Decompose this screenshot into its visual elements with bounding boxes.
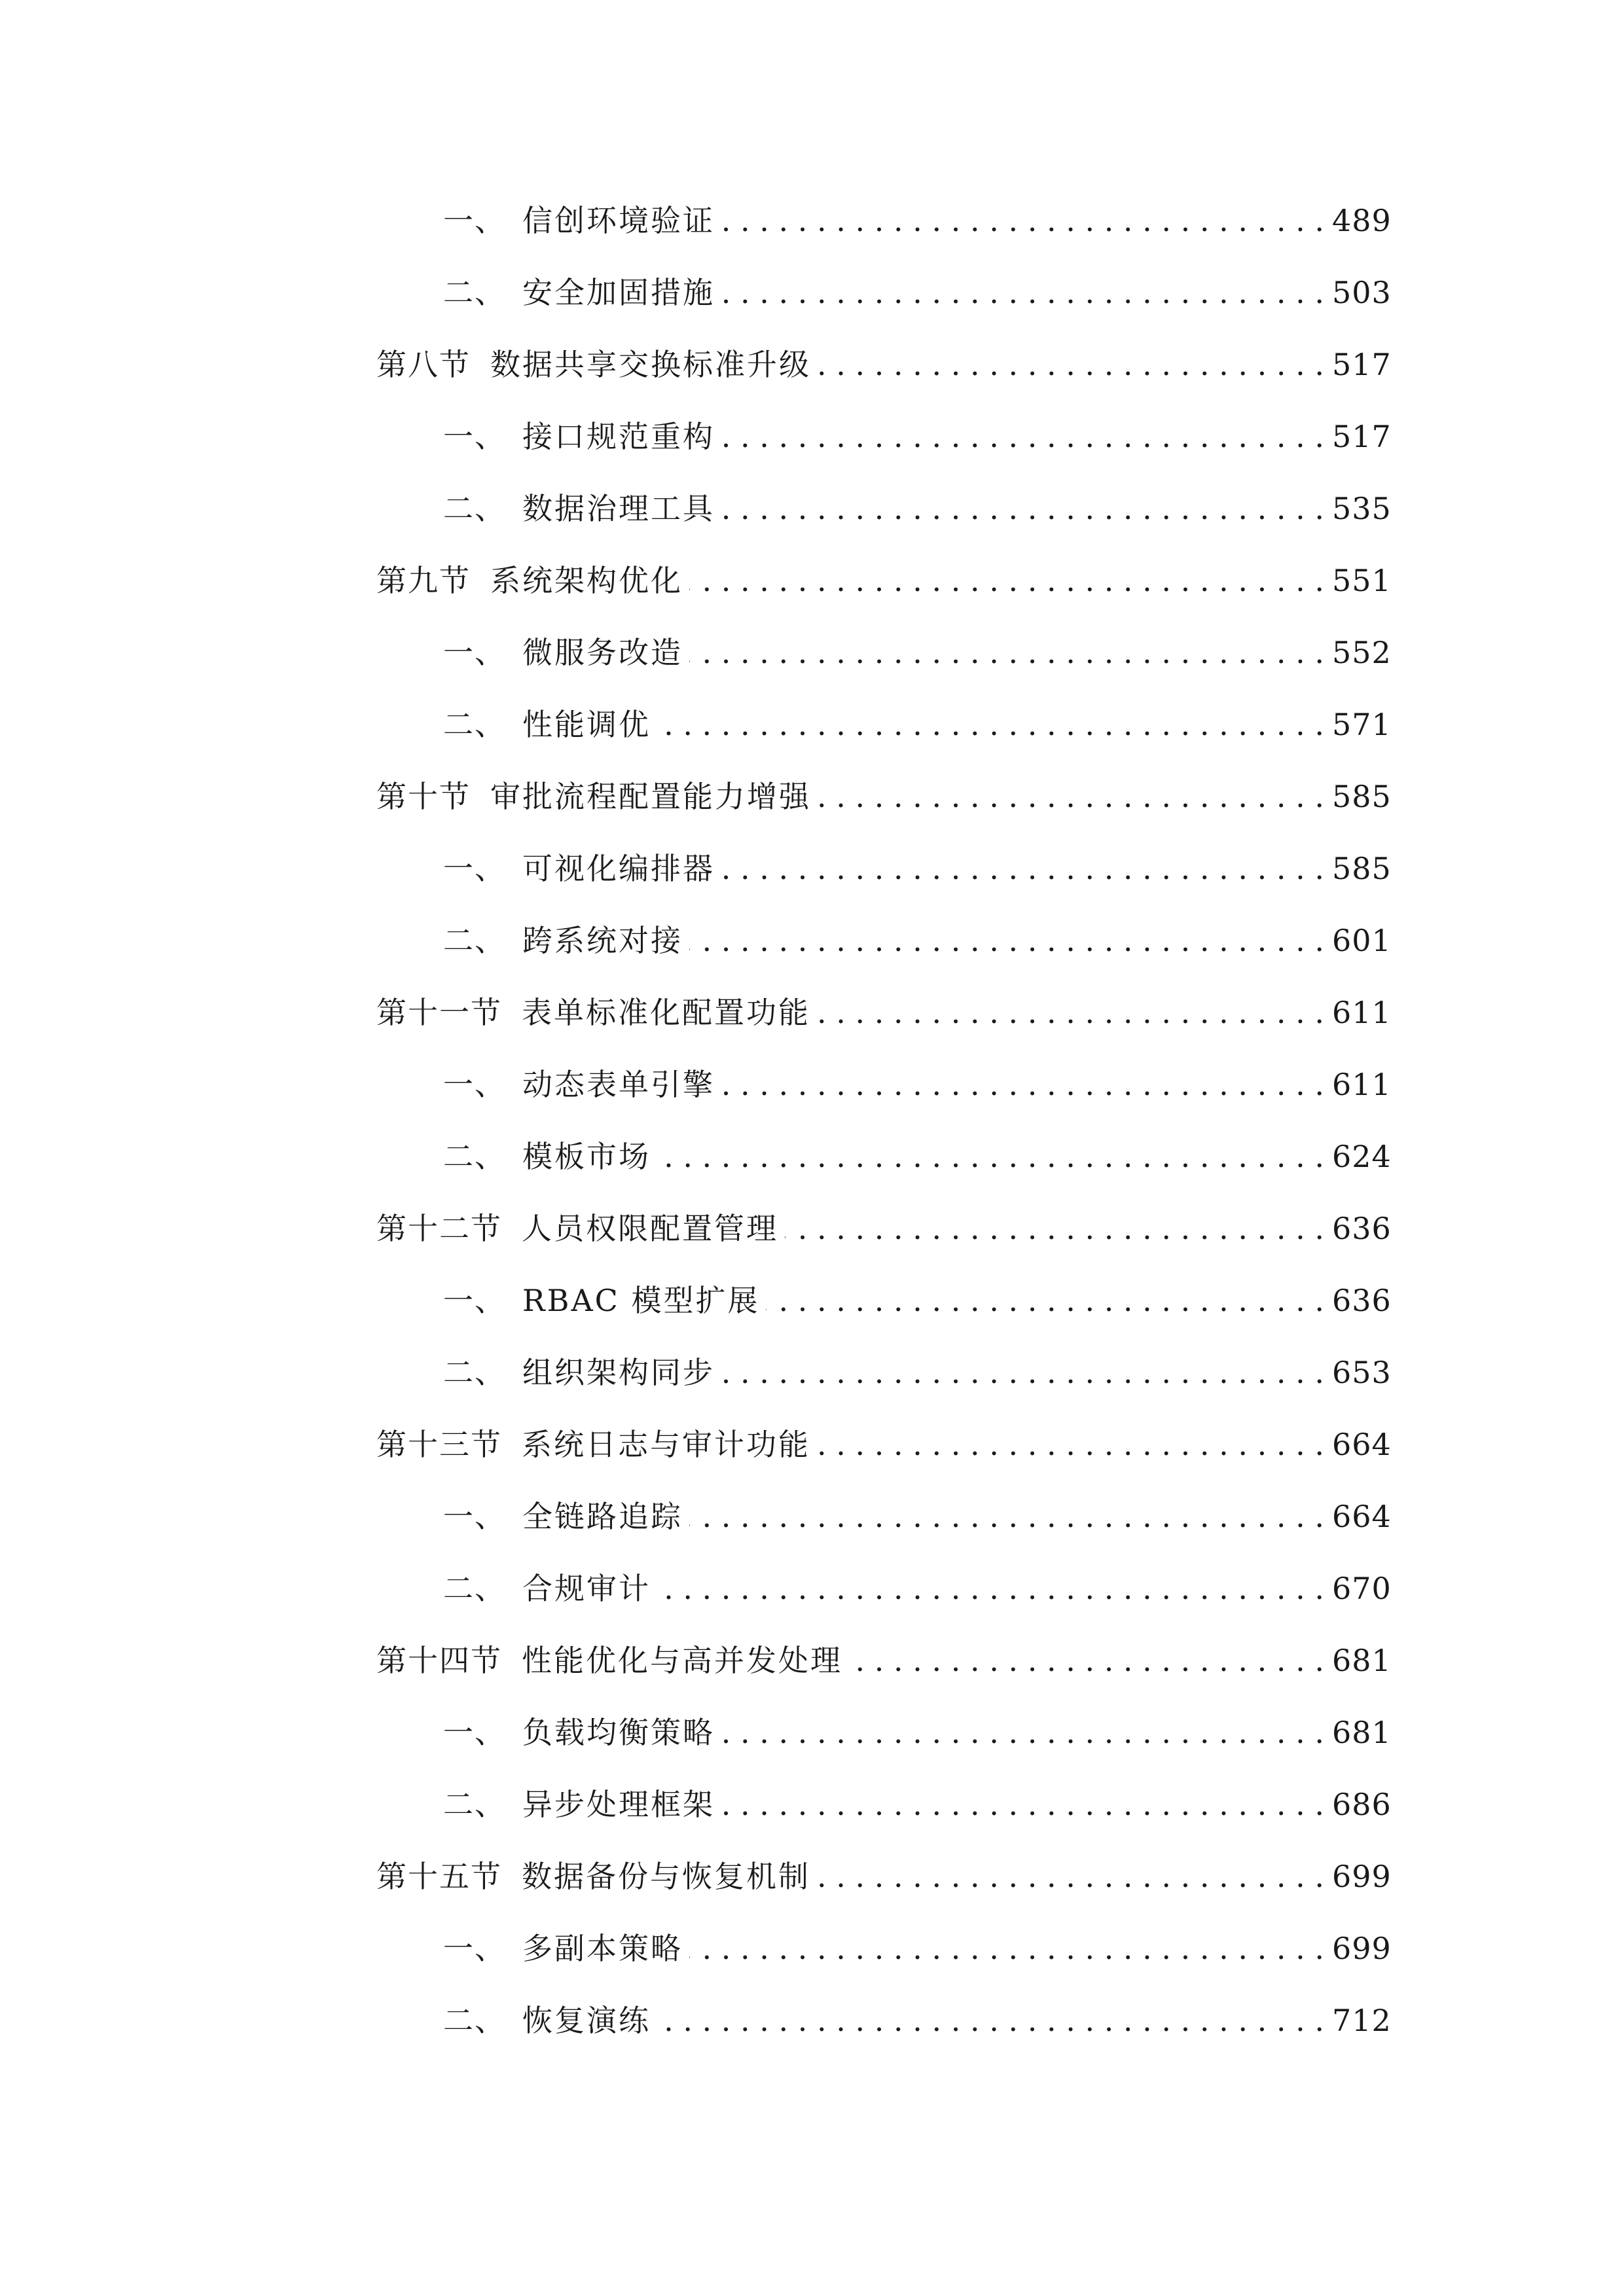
toc-section-entry[interactable]	[376, 1641, 1392, 1713]
toc-entry-number: 一、	[443, 419, 506, 454]
toc-entry-title: 恢复演练	[522, 2003, 651, 2038]
toc-entry-number: 一、	[443, 851, 506, 886]
toc-subsection-entry[interactable]	[376, 705, 1392, 777]
toc-entry-page-number: 670	[1332, 1571, 1392, 1606]
toc-entry-page-number: 681	[1332, 1643, 1392, 1678]
toc-dot-leader	[817, 993, 1324, 1032]
toc-entry-title: 模板市场	[522, 1139, 651, 1174]
toc-subsection-entry[interactable]	[376, 849, 1392, 921]
toc-dot-leader	[721, 1353, 1324, 1392]
toc-dot-leader	[721, 201, 1324, 240]
toc-subsection-entry[interactable]	[376, 489, 1392, 561]
toc-dot-leader	[721, 273, 1324, 312]
toc-entry-number: 一、	[443, 1499, 506, 1534]
toc-entry-page-number: 503	[1332, 275, 1392, 310]
toc-entry-page-number: 653	[1332, 1355, 1392, 1390]
toc-entry-title: 系统架构优化	[490, 563, 683, 598]
toc-entry-page-number: 517	[1332, 419, 1392, 454]
toc-entry-number: 第十二节	[376, 1211, 502, 1246]
toc-entry-number: 一、	[443, 1931, 506, 1966]
toc-entry-page-number: 611	[1332, 995, 1392, 1030]
toc-entry-title: 接口规范重构	[522, 419, 715, 454]
toc-entry-page-number: 571	[1332, 707, 1392, 742]
toc-subsection-entry[interactable]	[376, 2001, 1392, 2073]
toc-entry-title: 全链路追踪	[522, 1499, 683, 1534]
toc-dot-leader	[721, 1713, 1324, 1752]
toc-section-entry[interactable]	[376, 1857, 1392, 1929]
toc-entry-number: 二、	[443, 1139, 506, 1174]
toc-entry-page-number: 636	[1332, 1283, 1392, 1318]
toc-subsection-entry[interactable]	[376, 1497, 1392, 1569]
toc-entry-title: 性能调优	[522, 707, 651, 742]
toc-section-entry[interactable]	[376, 777, 1392, 849]
toc-entry-title: 组织架构同步	[522, 1355, 715, 1390]
toc-dot-leader	[721, 1065, 1324, 1104]
toc-subsection-entry[interactable]	[376, 1137, 1392, 1209]
toc-entry-number: 一、	[443, 203, 506, 238]
toc-entry-number: 第十三节	[376, 1427, 502, 1462]
toc-dot-leader	[721, 489, 1324, 528]
toc-entry-title: 合规审计	[522, 1571, 651, 1606]
toc-entry-title: 系统日志与审计功能	[522, 1427, 810, 1462]
toc-subsection-entry[interactable]	[376, 1065, 1392, 1137]
toc-entry-number: 二、	[443, 1355, 506, 1390]
toc-subsection-entry[interactable]	[376, 201, 1392, 273]
toc-entry-page-number: 686	[1332, 1787, 1392, 1822]
table-of-contents	[376, 201, 1392, 2073]
toc-entry-number: 二、	[443, 491, 506, 526]
toc-dot-leader	[689, 1497, 1324, 1536]
toc-entry-title: 人员权限配置管理	[522, 1211, 778, 1246]
toc-entry-page-number: 552	[1332, 635, 1392, 670]
toc-entry-page-number: 517	[1332, 347, 1392, 382]
toc-subsection-entry[interactable]	[376, 1713, 1392, 1785]
toc-entry-number: 二、	[443, 707, 506, 742]
toc-entry-title: 数据治理工具	[522, 491, 715, 526]
toc-dot-leader	[657, 1569, 1324, 1608]
toc-entry-title: 动态表单引擎	[522, 1067, 715, 1102]
toc-dot-leader	[817, 1425, 1324, 1464]
toc-entry-page-number: 624	[1332, 1139, 1392, 1174]
toc-subsection-entry[interactable]	[376, 1569, 1392, 1641]
toc-dot-leader	[849, 1641, 1324, 1680]
toc-dot-leader	[817, 1857, 1324, 1896]
toc-subsection-entry[interactable]	[376, 921, 1392, 993]
toc-dot-leader	[689, 561, 1324, 600]
toc-entry-page-number: 681	[1332, 1715, 1392, 1750]
toc-entry-number: 第八节	[376, 347, 471, 382]
toc-section-entry[interactable]	[376, 1425, 1392, 1497]
toc-entry-number: 第十五节	[376, 1859, 502, 1894]
toc-entry-number: 第十四节	[376, 1643, 502, 1678]
toc-dot-leader	[689, 633, 1324, 672]
toc-entry-number: 一、	[443, 1715, 506, 1750]
toc-entry-number: 一、	[443, 1283, 506, 1318]
toc-entry-number: 第十一节	[376, 995, 502, 1030]
toc-dot-leader	[818, 345, 1324, 384]
toc-entry-number: 二、	[443, 923, 506, 958]
toc-entry-page-number: 601	[1332, 923, 1392, 958]
toc-subsection-entry[interactable]	[376, 1353, 1392, 1425]
toc-entry-title: 数据备份与恢复机制	[522, 1859, 810, 1894]
toc-dot-leader	[721, 849, 1324, 888]
toc-entry-number: 第十节	[376, 779, 471, 814]
toc-dot-leader	[689, 1929, 1324, 1968]
toc-entry-page-number: 551	[1332, 563, 1392, 598]
toc-dot-leader	[657, 2001, 1324, 2040]
toc-entry-title: 性能优化与高并发处理	[522, 1643, 842, 1678]
toc-entry-title: 表单标准化配置功能	[522, 995, 810, 1030]
toc-entry-title: 安全加固措施	[522, 275, 715, 310]
toc-entry-page-number: 712	[1332, 2003, 1392, 2038]
toc-dot-leader	[721, 1785, 1324, 1824]
toc-entry-number: 二、	[443, 1787, 506, 1822]
toc-subsection-entry[interactable]	[376, 1929, 1392, 2001]
toc-entry-page-number: 585	[1332, 851, 1392, 886]
toc-entry-page-number: 611	[1332, 1067, 1392, 1102]
toc-section-entry[interactable]	[376, 993, 1392, 1065]
toc-entry-number: 一、	[443, 635, 506, 670]
toc-entry-title: 微服务改造	[522, 635, 683, 670]
toc-section-entry[interactable]	[376, 561, 1392, 633]
toc-entry-number: 二、	[443, 1571, 506, 1606]
toc-subsection-entry[interactable]	[376, 273, 1392, 345]
toc-entry-page-number: 585	[1332, 779, 1392, 814]
toc-entry-title: RBAC 模型扩展	[522, 1283, 760, 1318]
toc-dot-leader	[785, 1209, 1324, 1248]
toc-dot-leader	[721, 417, 1324, 456]
toc-entry-title: 可视化编排器	[522, 851, 715, 886]
toc-subsection-entry[interactable]	[376, 417, 1392, 489]
toc-dot-leader	[657, 1137, 1324, 1176]
toc-entry-number: 一、	[443, 1067, 506, 1102]
toc-entry-number: 二、	[443, 2003, 506, 2038]
toc-entry-title: 多副本策略	[522, 1931, 683, 1966]
toc-entry-page-number: 636	[1332, 1211, 1392, 1246]
toc-subsection-entry[interactable]	[376, 1281, 1392, 1353]
toc-section-entry[interactable]	[376, 1209, 1392, 1281]
toc-entry-title: 异步处理框架	[522, 1787, 715, 1822]
toc-entry-number: 二、	[443, 275, 506, 310]
toc-entry-title: 审批流程配置能力增强	[490, 779, 811, 814]
toc-entry-title: 跨系统对接	[522, 923, 683, 958]
toc-dot-leader	[657, 705, 1324, 744]
toc-dot-leader	[818, 777, 1324, 816]
toc-dot-leader	[689, 921, 1324, 960]
toc-entry-page-number: 664	[1332, 1499, 1392, 1534]
toc-entry-page-number: 699	[1332, 1859, 1392, 1894]
toc-entry-number: 第九节	[376, 563, 471, 598]
toc-section-entry[interactable]	[376, 345, 1392, 417]
toc-dot-leader	[766, 1281, 1324, 1320]
toc-entry-page-number: 535	[1332, 491, 1392, 526]
toc-subsection-entry[interactable]	[376, 633, 1392, 705]
toc-subsection-entry[interactable]	[376, 1785, 1392, 1857]
toc-entry-title: 负载均衡策略	[522, 1715, 715, 1750]
toc-entry-page-number: 489	[1332, 203, 1392, 238]
toc-entry-page-number: 664	[1332, 1427, 1392, 1462]
toc-entry-title: 信创环境验证	[522, 203, 715, 238]
toc-entry-page-number: 699	[1332, 1931, 1392, 1966]
toc-entry-title: 数据共享交换标准升级	[490, 347, 811, 382]
